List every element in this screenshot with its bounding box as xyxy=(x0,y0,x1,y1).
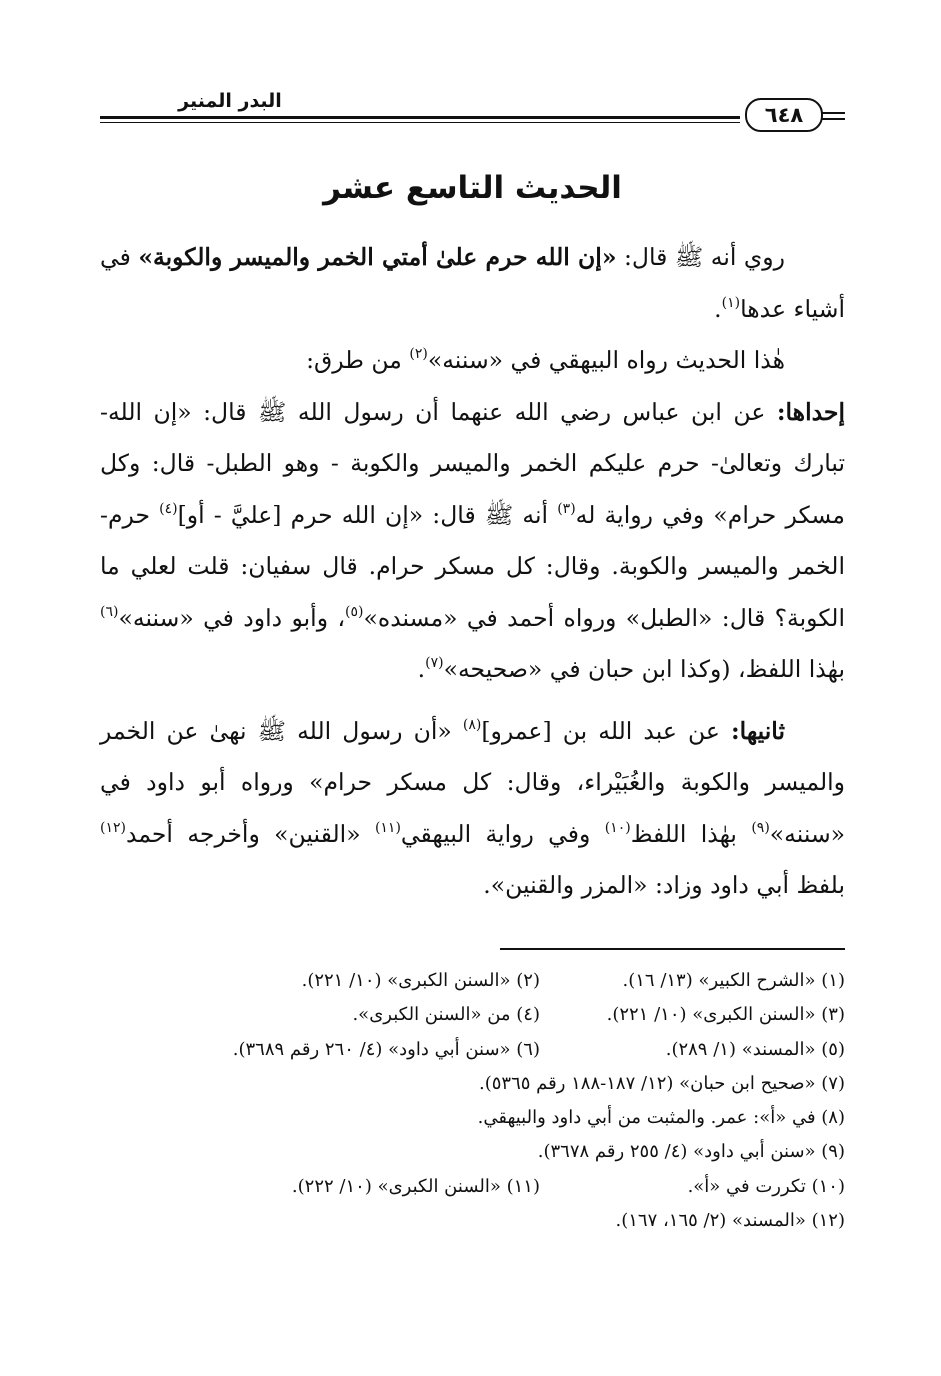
paragraph-intro xyxy=(100,232,845,335)
footnote-row xyxy=(100,1101,845,1135)
paragraph-second-route xyxy=(100,706,845,912)
text-run: هٰذا الحديث رواه البيهقي في «سننه» xyxy=(427,346,785,374)
header-rule-tail-lower xyxy=(822,118,845,120)
footnote-marker[interactable]: (١١) xyxy=(374,819,401,836)
footnote-8: (٨) في «أ»: عمر. والمثبت من أبي داود والبيهقي. xyxy=(477,1107,845,1129)
hadith-quote: «إن الله حرم علىٰ أمتي الخمر والميسر والكوبة» xyxy=(138,243,617,271)
section-heading: الحديث التاسع عشر xyxy=(323,170,622,206)
footnote-6: (٦) «سنن أبي داود» (٤/ ٢٦٠ رقم ٣٦٨٩). xyxy=(232,1038,540,1060)
paragraph-first-route xyxy=(100,387,845,696)
footnote-marker[interactable]: (٤) xyxy=(159,500,178,517)
header-rule-thick xyxy=(100,116,740,119)
footnote-marker[interactable]: (٩) xyxy=(751,819,770,836)
footnote-2: (٢) «السنن الكبرى» (١٠/ ٢٢١). xyxy=(301,970,540,991)
text-run: «أن رسول الله ﷺ نهىٰ عن الخمر والميسر والكوبة والغُبَيْراء، وقال: كل مسكر حرام» ورواه أبو داود في «سننه» xyxy=(100,716,846,848)
text-run: ، وأبو داود في «سننه» xyxy=(118,603,346,632)
footnote-marker[interactable]: (١) xyxy=(721,294,741,311)
footnote-row xyxy=(100,964,845,998)
header-rule-tail xyxy=(822,112,845,114)
footnote-4: (٤) من «السنن الكبرى». xyxy=(352,1004,540,1026)
route-label: ثانيها: xyxy=(731,716,785,745)
text-run: من طرق: xyxy=(306,346,410,374)
footnote-12: (١٢) «المسند» (٢/ ١٦٥، ١٦٧). xyxy=(615,1210,845,1232)
footnote-7: (٧) «صحيح ابن حبان» (١٢/ ١٨٧-١٨٨ رقم ٥٣٦٥). xyxy=(478,1072,845,1094)
running-header xyxy=(100,86,845,132)
footnote-marker[interactable]: (٦) xyxy=(100,603,119,620)
footnote-marker[interactable]: (١٠) xyxy=(604,819,631,836)
header-rule-thin xyxy=(100,122,740,123)
book-title: البدر المنير xyxy=(178,90,282,112)
footnote-10: (١٠) تكررت في «أ». xyxy=(687,1175,845,1197)
footnote-row xyxy=(100,1135,845,1169)
text-run: روي أنه ﷺ قال: xyxy=(616,243,785,271)
footnotes xyxy=(100,964,845,1238)
route-label: إحداها: xyxy=(776,397,845,426)
footnote-row xyxy=(100,1170,845,1204)
footnote-1: (١) «الشرح الكبير» (١٣/ ١٦). xyxy=(622,970,845,991)
text-run: بهٰذا اللفظ، (وكذا ابن حبان في «صحيحه» xyxy=(443,655,845,683)
footnote-marker[interactable]: (٧) xyxy=(425,655,444,671)
footnote-row xyxy=(100,1067,845,1101)
footnote-marker[interactable]: (٣) xyxy=(557,500,576,517)
footnote-separator xyxy=(500,948,845,950)
footnote-marker[interactable]: (١٢) xyxy=(100,819,126,836)
footnote-11: (١١) «السنن الكبرى» (١٠/ ٢٢٢). xyxy=(291,1175,540,1197)
text-run: «القنين» وأخرجه أحمد xyxy=(125,819,375,848)
footnote-marker[interactable]: (٨) xyxy=(462,716,482,733)
text-run: حرم- الخمر والميسر والكوبة. وقال: كل مسكر حرام. قال سفيان: قلت لعلي ما الكوبة؟ قال: «الطبل» ورواه أحمد في «مسنده» xyxy=(100,500,845,632)
footnote-marker[interactable]: (٥) xyxy=(345,603,364,620)
text-run: بهٰذا اللفظ xyxy=(630,819,752,848)
footnote-5: (٥) «المسند» (١/ ٢٨٩). xyxy=(665,1038,845,1060)
text-run: . xyxy=(417,655,426,683)
footnote-row xyxy=(100,998,845,1032)
text-run: أنه ﷺ قال: «إن الله حرم [عليَّ - أو] xyxy=(177,500,558,529)
text-run: بلفظ أبي داود وزاد: «المزر والقنين». xyxy=(483,871,845,899)
footnote-9: (٩) «سنن أبي داود» (٤/ ٢٥٥ رقم ٣٦٧٨). xyxy=(537,1141,845,1163)
text-run: عن ابن عباس رضي الله عنهما أن رسول الله ﷺ قال: «إن الله- تبارك وتعالىٰ- حرم عليكم الخمر والميسر والكوبة - وهو الطبل- قال: وكل مسكر حرام» وفي رواية له xyxy=(100,397,845,529)
footnote-row xyxy=(100,1033,845,1067)
footnote-row xyxy=(100,1204,845,1238)
footnote-marker[interactable]: (٢) xyxy=(409,346,428,362)
body-text xyxy=(100,232,845,912)
footnote-3: (٣) «السنن الكبرى» (١٠/ ٢٢١). xyxy=(606,1004,845,1026)
text-run: . xyxy=(714,294,722,323)
text-run: وفي رواية البيهقي xyxy=(400,819,605,848)
text-run: في أشياء عدها xyxy=(100,243,845,323)
paragraph-source xyxy=(100,335,845,387)
text-run: عن عبد الله بن [عمرو] xyxy=(481,716,731,745)
page-number: ٦٤٨ xyxy=(745,98,823,132)
